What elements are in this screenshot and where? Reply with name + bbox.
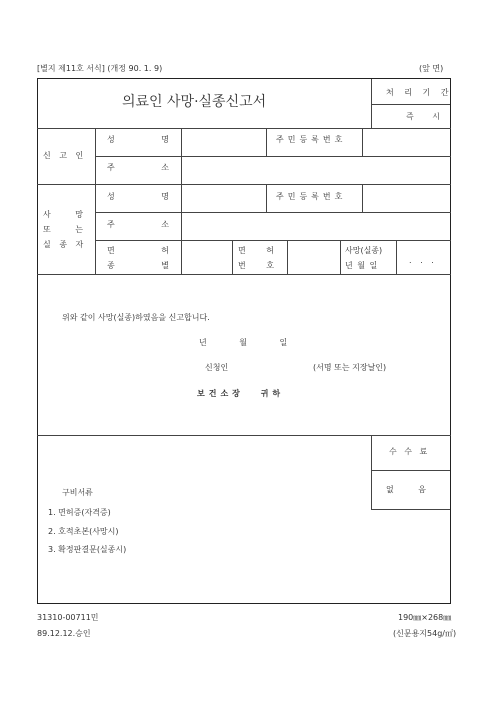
form-code: 31310-00711민 — [37, 613, 99, 622]
death-date-label-2: 년 월 일 — [345, 261, 378, 270]
required-documents-title: 구비서류 — [62, 488, 93, 497]
section-divider-left — [95, 128, 96, 274]
paper-spec: (신문용지54g/㎡) — [393, 629, 457, 638]
reporter-section-label: 신 고 인 — [43, 151, 84, 160]
addressee: 보건소장 귀하 — [197, 389, 285, 398]
deceased-name-divider — [181, 184, 182, 212]
license-type-label-1: 면 허 — [107, 246, 169, 255]
reporter-bottom-line — [37, 184, 451, 185]
required-document-3: 3. 확정판결문(실종시) — [48, 545, 127, 554]
license-no-label-2: 번 호 — [238, 261, 274, 270]
reporter-row-line — [95, 156, 451, 157]
fee-divider-left — [371, 435, 372, 509]
license-type-divider — [181, 240, 182, 274]
fee-label: 수 수 료 — [389, 447, 428, 456]
form-title: 의료인 사망·실종신고서 — [122, 94, 267, 110]
date-divider-right — [396, 240, 397, 274]
applicant-label: 신청인 — [205, 363, 229, 372]
death-date-label-1: 사망(실종) — [345, 246, 383, 255]
deceased-rrn-divider-right — [362, 184, 363, 212]
title-bottom-line — [37, 128, 451, 129]
approval-date: 89.12.12.승인 — [37, 629, 91, 638]
reporter-address-divider — [181, 156, 182, 184]
fee-value: 없 음 — [386, 485, 426, 494]
declaration-bottom-line — [37, 435, 451, 436]
deceased-address-divider — [181, 212, 182, 240]
deceased-bottom-line — [37, 274, 451, 275]
fee-divider-mid — [371, 470, 450, 471]
death-date-value: . . . — [409, 256, 434, 265]
fee-divider-bottom — [371, 509, 450, 510]
deceased-address-label: 주 소 — [107, 220, 169, 229]
date-divider-left — [340, 240, 341, 274]
processing-period-value: 즉 시 — [406, 112, 440, 121]
deceased-row-line-2 — [95, 240, 451, 241]
deceased-rrn-label: 주민등록번호 — [276, 192, 347, 201]
processing-divider — [371, 104, 450, 105]
reporter-name-divider — [181, 128, 182, 156]
deceased-row-line-1 — [95, 212, 451, 213]
required-document-2: 2. 호적초본(사망시) — [48, 527, 119, 536]
declaration-statement: 위와 같이 사망(실종)하였음을 신고합니다. — [62, 313, 210, 322]
deceased-section-label-3: 실 종 자 — [43, 240, 84, 249]
declaration-date: 년 월 일 — [199, 338, 288, 347]
license-no-divider-right — [287, 240, 288, 274]
form-reference: [별지 제11호 서식] (개정 90. 1. 9) — [37, 64, 163, 73]
required-document-1: 1. 면허증(자격증) — [48, 508, 111, 517]
license-no-label-1: 면 허 — [238, 246, 274, 255]
reporter-rrn-divider-right — [362, 128, 363, 156]
reporter-rrn-label: 주민등록번호 — [276, 135, 347, 144]
deceased-rrn-divider-left — [266, 184, 267, 212]
paper-size: 190㎜×268㎜ — [398, 613, 452, 622]
processing-period-label: 처 리 기 간 — [386, 88, 453, 97]
reporter-rrn-divider-left — [266, 128, 267, 156]
page-side-label: (앞 면) — [419, 64, 444, 73]
reporter-address-label: 주 소 — [107, 163, 169, 172]
signature-note: (서명 또는 지장날인) — [313, 363, 387, 372]
reporter-name-label: 성 명 — [107, 135, 169, 144]
deceased-section-label-2: 또 는 — [43, 225, 83, 234]
license-no-divider-left — [232, 240, 233, 274]
deceased-section-label-1: 사 망 — [43, 210, 83, 219]
license-type-label-2: 종 별 — [107, 261, 169, 270]
deceased-name-label: 성 명 — [107, 192, 169, 201]
